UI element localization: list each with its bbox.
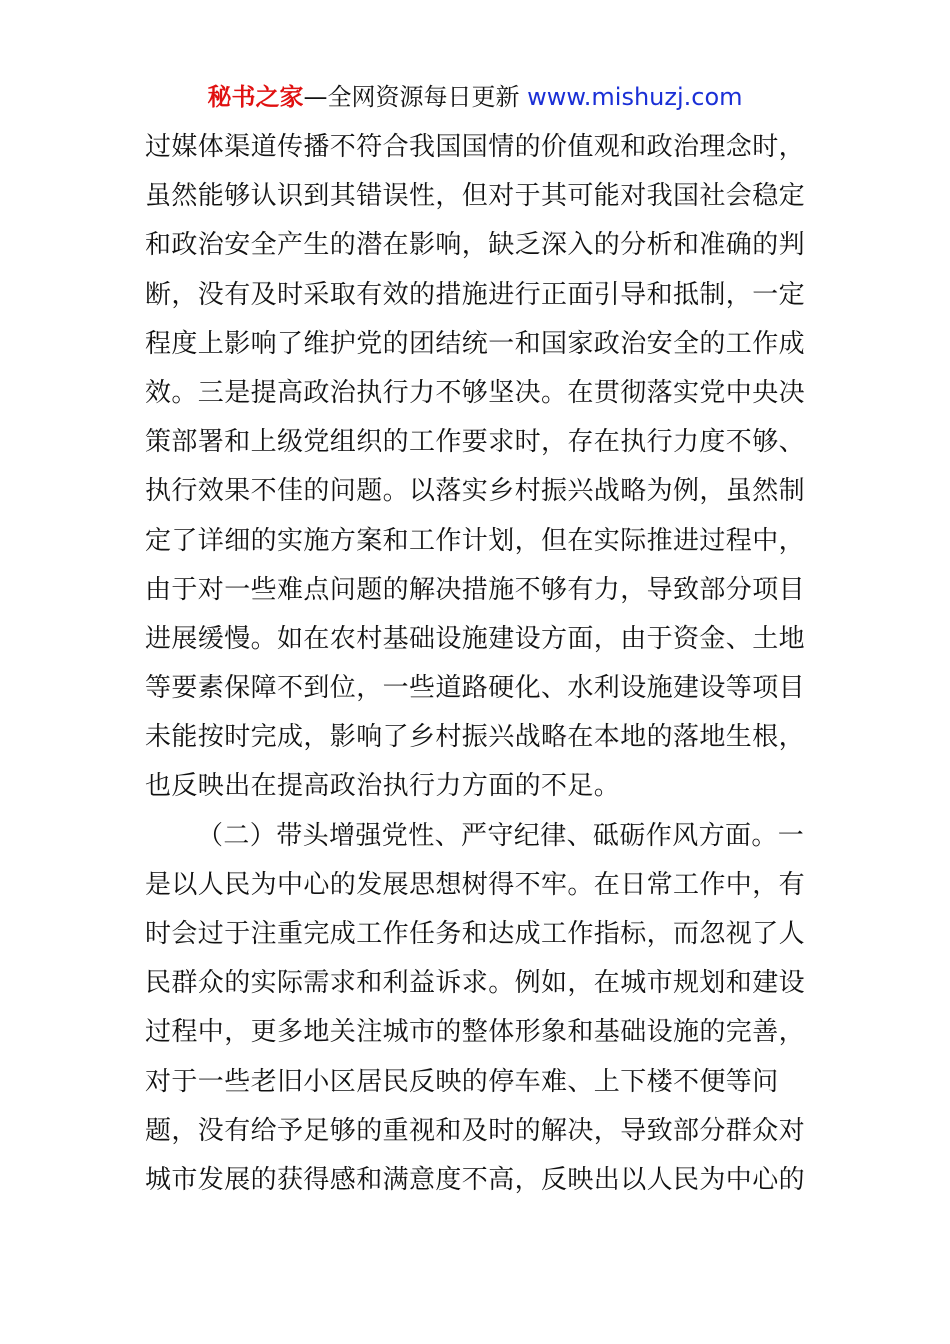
document-body bbox=[145, 123, 815, 1205]
paragraph bbox=[145, 812, 815, 1206]
paragraph bbox=[145, 123, 815, 812]
text-line: 未能按时完成，影响了乡村振兴战略在本地的落地生根， bbox=[145, 722, 806, 753]
header-tagline: —全网资源每日更新 bbox=[303, 83, 528, 111]
text-line: 程度上影响了维护党的团结统一和国家政治安全的工作成 bbox=[145, 328, 806, 359]
text-line: 和政治安全产生的潜在影响，缺乏深入的分析和准确的判 bbox=[145, 230, 806, 261]
text-line: 定了详细的实施方案和工作计划，但在实际推进过程中， bbox=[145, 525, 806, 556]
text-line: 是以人民为中心的发展思想树得不牢。在日常工作中，有 bbox=[145, 869, 806, 900]
text-line: 也反映出在提高政治执行力方面的不足。 bbox=[145, 771, 621, 802]
text-line: 城市发展的获得感和满意度不高，反映出以人民为中心的 bbox=[145, 1164, 806, 1195]
text-line: 民群众的实际需求和利益诉求。例如，在城市规划和建设 bbox=[145, 968, 806, 999]
text-line: 过程中，更多地关注城市的整体形象和基础设施的完善， bbox=[145, 1017, 806, 1048]
site-url[interactable]: www.mishuzj.com bbox=[527, 83, 743, 111]
text-line: 题，没有给予足够的重视和及时的解决，导致部分群众对 bbox=[145, 1115, 806, 1146]
page-header bbox=[0, 81, 950, 113]
text-line: 断，没有及时采取有效的措施进行正面引导和抵制，一定 bbox=[145, 279, 806, 310]
text-line: 对于一些老旧小区居民反映的停车难、上下楼不便等问 bbox=[145, 1066, 779, 1097]
text-line: 虽然能够认识到其错误性，但对于其可能对我国社会稳定 bbox=[145, 181, 806, 212]
text-line: 进展缓慢。如在农村基础设施建设方面，由于资金、土地 bbox=[145, 623, 806, 654]
text-line: 时会过于注重完成工作任务和达成工作指标，而忽视了人 bbox=[145, 919, 806, 949]
text-line: （二）带头增强党性、严守纪律、砥砺作风方面。一 bbox=[197, 820, 805, 851]
text-line: 执行效果不佳的问题。以落实乡村振兴战略为例，虽然制 bbox=[145, 476, 806, 507]
brand-name: 秘书之家 bbox=[207, 83, 304, 111]
text-line: 效。三是提高政治执行力不够坚决。在贯彻落实党中央决 bbox=[145, 377, 806, 408]
text-line: 由于对一些难点问题的解决措施不够有力，导致部分项目 bbox=[145, 574, 806, 605]
text-line: 策部署和上级党组织的工作要求时，存在执行力度不够、 bbox=[145, 427, 806, 458]
text-line: 过媒体渠道传播不符合我国国情的价值观和政治理念时， bbox=[145, 132, 806, 162]
text-line: 等要素保障不到位，一些道路硬化、水利设施建设等项目 bbox=[145, 673, 806, 704]
